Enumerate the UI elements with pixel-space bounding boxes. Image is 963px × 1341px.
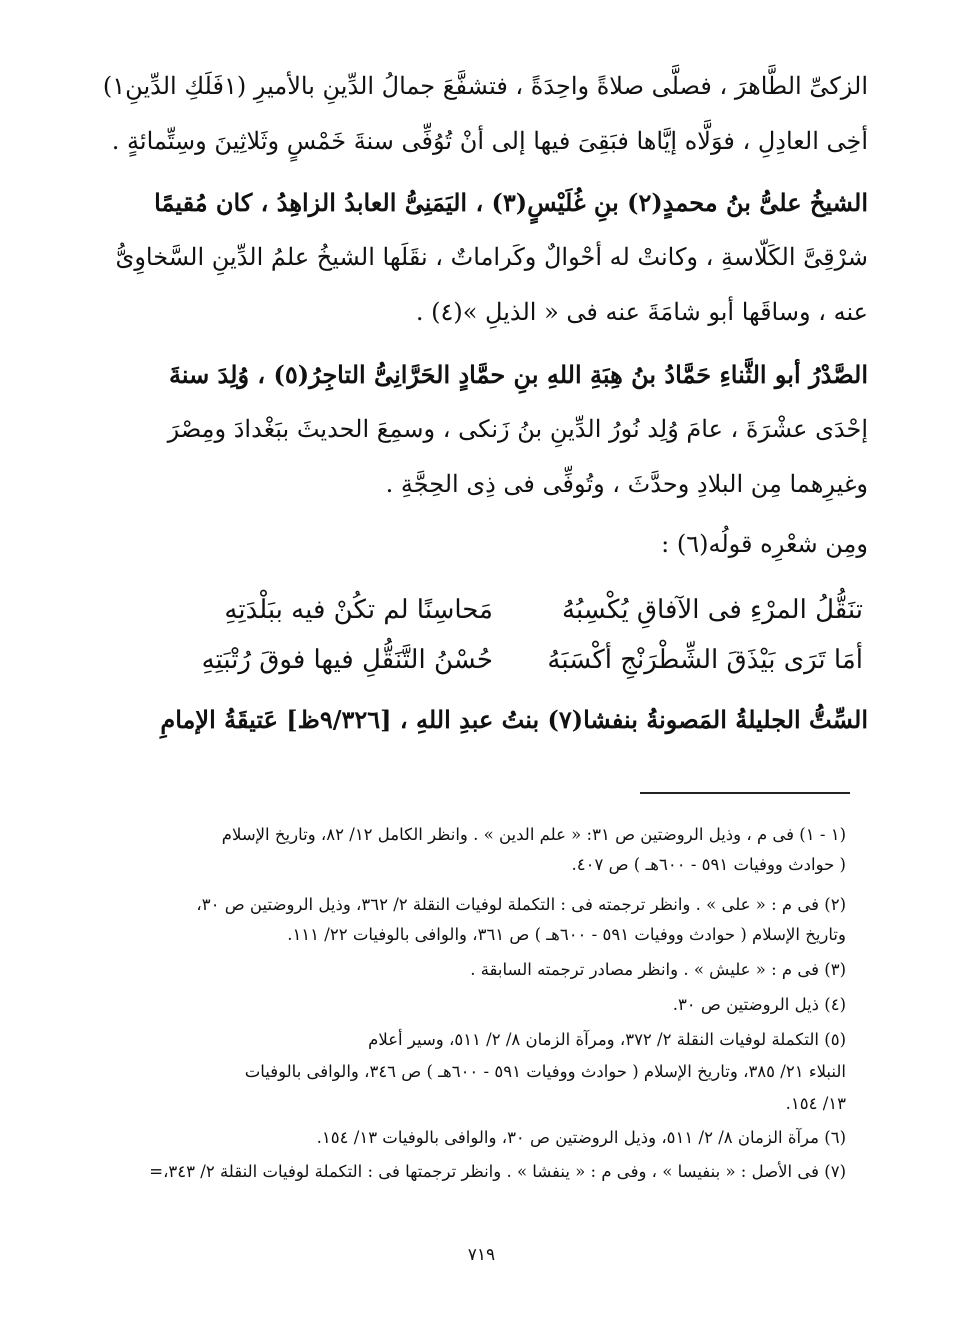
footnote-line: وتاريخ الإسلام ( حوادث ووفيات ٥٩١ - ٦٠٠هـ ) ص ٣٦١، والوافى بالوفيات ٢٢/ ١١١. [287, 925, 846, 944]
footnote-line: ١٣/ ١٥٤. [785, 1094, 846, 1113]
biography-heading-line: السِّتُّ الجليلةُ المَصونةُ بنفشا(٧) بنتُ عبدِ اللهِ ، [٩/٣٢٦ظ] عَتيقَةُ الإمامِ [160, 705, 868, 734]
text-line: الزكىِّ الطَّاهرَ ، فصلَّى صلاةً واحِدَةً ، فتشفَّعَ جمالُ الدِّينِ بالأميرِ (١فَلَكِ الدِّينِ١) [102, 72, 868, 100]
verse-second-hemistich: حُسْنُ التَّنَقُّلِ فيها فوقَ رُتْبَتِهِ [201, 645, 493, 675]
text-line: شرْقِىَّ الكَلّاسةِ ، وكانتْ له أحْوالٌ وكَراماتٌ ، نقَلَها الشيخُ علمُ الدِّينِ السَّخاوِىُّ [115, 243, 868, 271]
footnote-line: النبلاء ٢١/ ٣٨٥، وتاريخ الإسلام ( حوادث ووفيات ٥٩١ - ٦٠٠هـ ) ص ٣٤٦، والوافى بالوفيات [244, 1062, 846, 1081]
footnote-line: (٧) فى الأصل : « بنفيسا » ، وفى م : « ينفشا » . وانظر ترجمتها فى : التكملة لوفيات النقلة ٢/ ٣٤٣،= [149, 1162, 846, 1181]
text-line: إحْدَى عشْرَةَ ، عامَ وُلِد نُورُ الدِّينِ بنُ زَنكى ، وسمِعَ الحديثَ ببَغْدادَ ومِصْرَ [167, 415, 868, 443]
verse-second-hemistich: مَحاسِنًا لم تكُنْ فيه ببَلْدَتِهِ [224, 595, 493, 625]
verse-first-hemistich: أمَا تَرَى بَيْذَقَ الشِّطْرَنْجِ أكْسَبَهُ [547, 645, 863, 675]
verse-first-hemistich: تنَقُّلُ المرْءِ فى الآفاقِ يُكْسِبُهُ [562, 595, 863, 625]
footnote-line: (٣) فى م : « عليش » . وانظر مصادر ترجمته السابقة . [470, 960, 846, 979]
footnote-line: ( حوادث ووفيات ٥٩١ - ٦٠٠هـ ) ص ٤٠٧. [571, 855, 846, 874]
footnote-line: (٢) فى م : « على » . وانظر ترجمته فى : التكملة لوفيات النقلة ٢/ ٣٦٢، وذيل الروضتين ص ٣٠، [196, 895, 846, 914]
biography-heading-line: الشيخُ علىُّ بنُ محمدٍ(٢) بنِ غُلَيْسٍ(٣) ، اليَمَنِىُّ العابدُ الزاهِدُ ، كان مُقيمًا [154, 188, 868, 217]
footnote-line: (٥) التكملة لوفيات النقلة ٢/ ٣٧٢، ومرآة الزمان ٨/ ٢/ ٥١١، وسير أعلام [368, 1030, 846, 1049]
footnote-line: (٦) مرآة الزمان ٨/ ٢/ ٥١١، وذيل الروضتين ص ٣٠، والوافى بالوفيات ١٣/ ١٥٤. [316, 1128, 846, 1147]
footnote-line: (٤) ذيل الروضتين ص ٣٠. [672, 995, 846, 1014]
biography-heading-line: الصَّدْرُ أبو الثَّناءِ حَمَّادُ بنُ هِبَةِ اللهِ بنِ حمَّادٍ الحَرَّانِىُّ التاجِرُ(٥) ، وُلِدَ سنةَ [168, 360, 868, 389]
text-line: أخِى العادِلِ ، فوَلَّاه إيَّاها فبَقِىَ فيها إلى أنْ تُوُفِّى سنةَ خَمْسٍ وثَلاثِينَ وسِتِّمائةٍ . [111, 127, 868, 155]
text-line: ومِن شعْرِه قولُه(٦) : [661, 530, 868, 558]
footnote-line: (١ - ١) فى م ، وذيل الروضتين ص ٣١: « علم الدين » . وانظر الكامل ١٢/ ٨٢، وتاريخ الإسلام [221, 825, 846, 844]
text-line: عنه ، وساقَها أبو شامَةَ عنه فى « الذيلِ »(٤) . [415, 298, 868, 326]
page-number: ٧١٩ [467, 1245, 496, 1265]
footnote-separator [640, 792, 850, 794]
text-line: وغيرِهما مِن البلادِ وحدَّثَ ، وتُوفِّى فى ذِى الحِجَّةِ . [385, 470, 868, 498]
